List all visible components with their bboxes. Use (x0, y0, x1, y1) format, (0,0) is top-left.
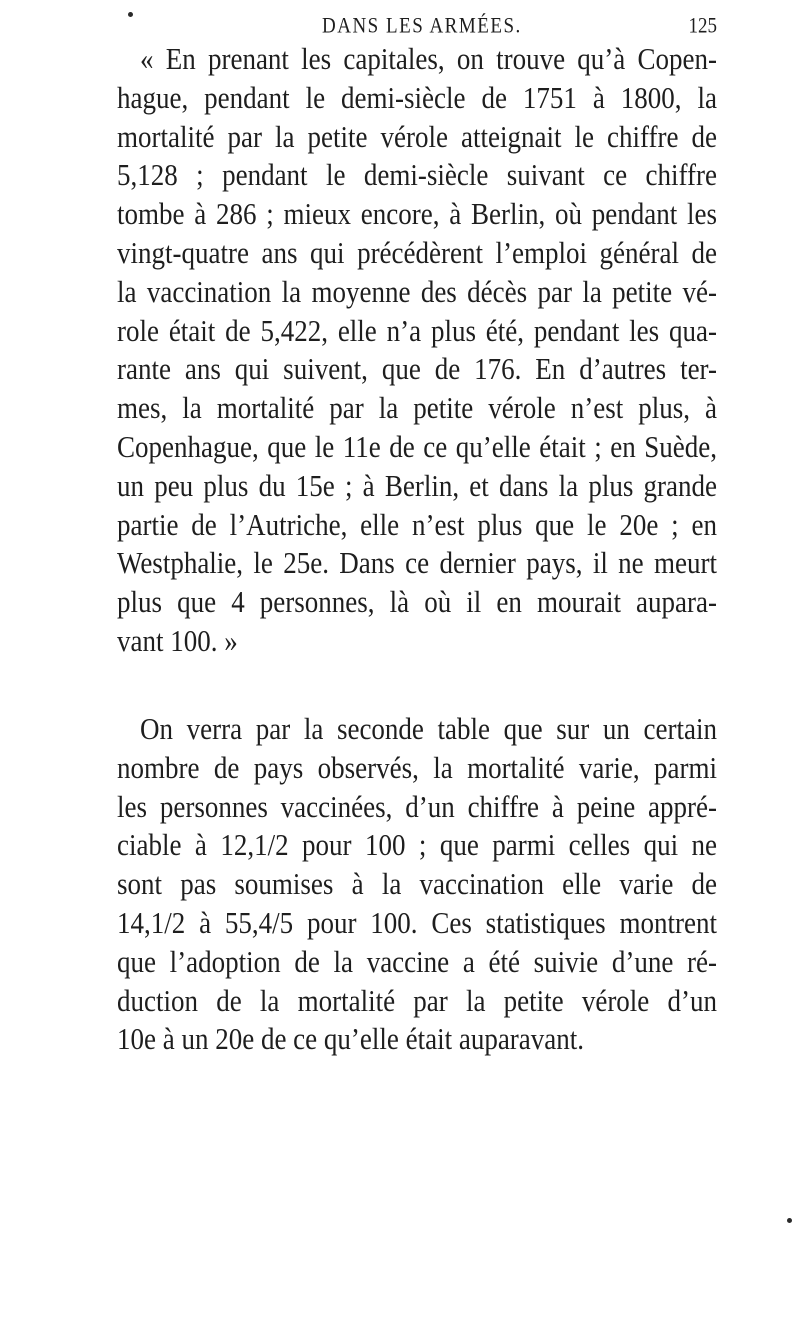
text-line: 10e à un 20e de ce qu’elle était auparavant. (117, 1022, 585, 1057)
text-line: les personnes vaccinées, d’un chiffre à peine appré- (117, 789, 717, 824)
text-line: tombe à 286 ; mieux encore, à Berlin, où pendant les (117, 197, 717, 231)
text-line: plus que 4 personnes, là où il en mourait aupara- (117, 585, 717, 619)
text-line: hague, pendant le demi-siècle de 1751 à 1800, la (117, 80, 717, 115)
text-line: mes, la mortalité par la petite vérole n’est plus, à (117, 391, 717, 425)
running-header (117, 14, 717, 40)
text-line: la vaccination la moyenne des décès par la petite vé- (117, 274, 717, 309)
text-line: 14,1/2 à 55,4/5 pour 100. Ces statistiques montrent (117, 906, 717, 940)
text-line: nombre de pays observés, la mortalité varie, parmi (117, 750, 717, 785)
text-line: « En prenant les capitales, on trouve qu’à Copen- (140, 42, 717, 76)
text-line: sont pas soumises à la vaccination elle varie de (117, 867, 717, 901)
text-line: mortalité par la petite vérole atteignait le chiffre de (117, 119, 717, 154)
text-line: Westphalie, le 25e. Dans ce dernier pays, il ne meurt (117, 546, 717, 581)
text-line: partie de l’Autriche, elle n’est plus que le 20e ; en (117, 507, 717, 542)
text-line: role était de 5,422, elle n’a plus été, pendant les qua- (117, 313, 717, 348)
ink-dot-mark (787, 1218, 792, 1223)
body-paragraph (117, 710, 717, 1059)
text-line: vingt-quatre ans qui précédèrent l’emploi général de (117, 236, 717, 270)
text-line: ciable à 12,1/2 pour 100 ; que parmi celles qui ne (117, 828, 717, 863)
text-line: duction de la mortalité par la petite vérole d’un (117, 983, 717, 1018)
text-line: vant 100. » (117, 624, 238, 658)
text-line: que l’adoption de la vaccine a été suivie d’une ré- (117, 944, 717, 979)
running-title: DANS LES ARMÉES. (322, 14, 522, 39)
text-line: un peu plus du 15e ; à Berlin, et dans la plus grande (117, 468, 717, 503)
page-number: 125 (688, 14, 717, 39)
text-line: Copenhague, que le 11e de ce qu’elle était ; en Suède, (117, 430, 717, 464)
text-line: 5,128 ; pendant le demi-siècle suivant ce chiffre (117, 158, 717, 193)
quoted-paragraph (117, 40, 717, 661)
text-line: rante ans qui suivent, que de 176. En d’autres ter- (117, 352, 717, 387)
text-line: On verra par la seconde table que sur un certain (140, 712, 717, 746)
